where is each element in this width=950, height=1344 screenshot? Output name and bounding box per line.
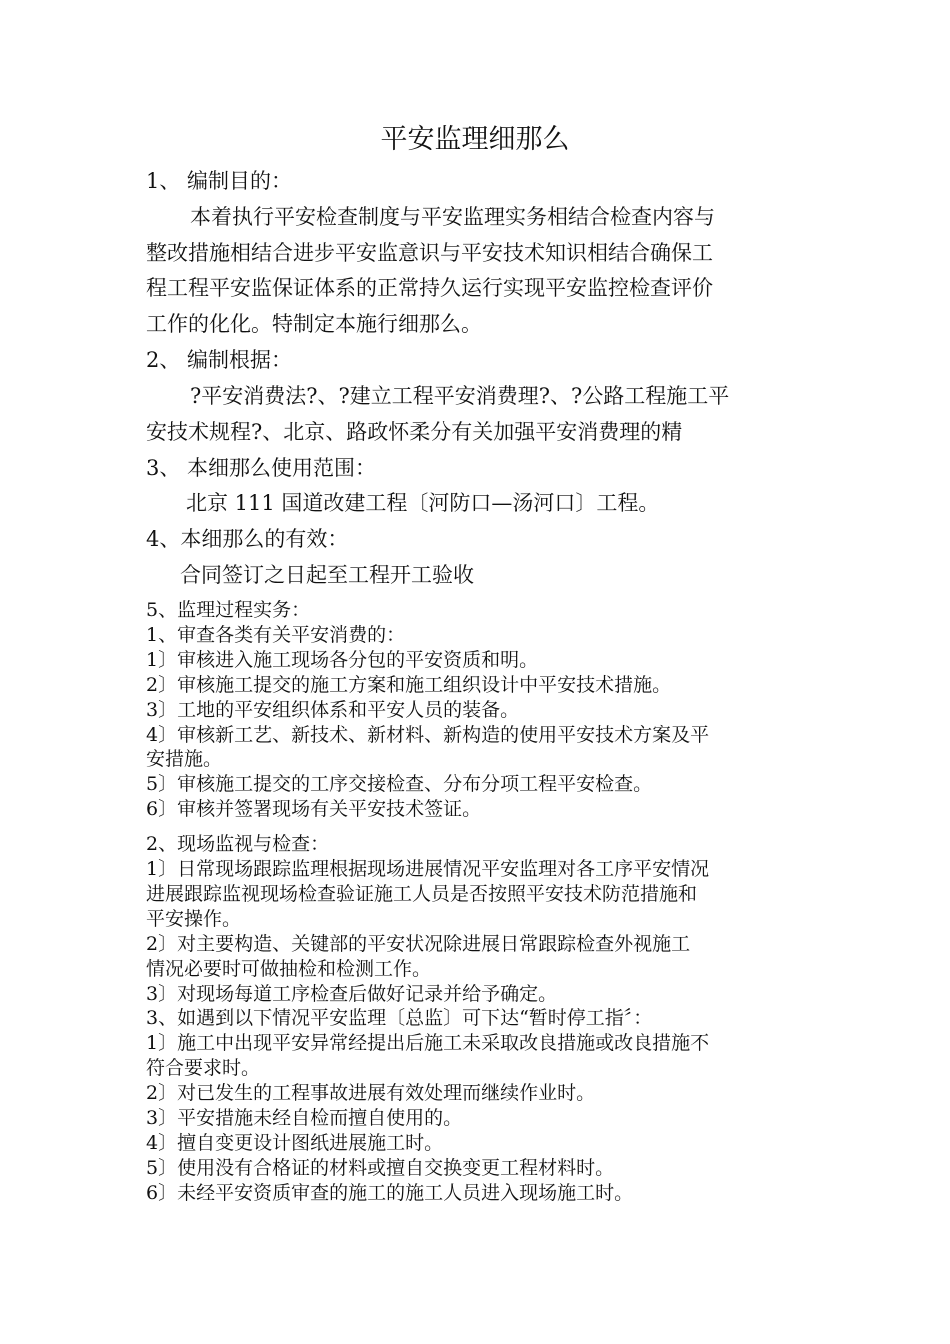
list-item: 6〕未经平安资质审查的施工的施工人员进入现场施工时。 [146,1182,634,1204]
list-item: 平安操作。 [146,908,242,930]
list-item: 5〕使用没有合格证的材料或擅自交换变更工程材料时。 [146,1157,615,1179]
list-item: 6〕审核并签署现场有关平安技术签证。 [146,798,482,820]
list-item: 2〕对已发生的工程事故进展有效处理而继续作业时。 [146,1082,596,1104]
paragraph-line: 整改措施相结合进步平安监意识与平安技术知识相结合确保工 [146,241,713,265]
paragraph-line: 本着执行平安检查制度与平安监理实务相结合检查内容与 [190,205,715,229]
section-heading-scope: 3、 本细那么使用范围： [146,456,377,480]
list-item: 4〕擅自变更设计图纸进展施工时。 [146,1132,444,1154]
list-item: 1〕施工中出现平安异常经提出后施工未采取改良措施或改良措施不 [146,1032,710,1054]
paragraph-line: 北京 111 国道改建工程〔河防口—汤河口〕工程。 [186,491,660,515]
list-item: 4〕审核新工艺、新技术、新材料、新构造的使用平安技术方案及平 [146,724,710,746]
list-item: 1〕审核进入施工现场各分包的平安资质和明。 [146,649,539,671]
list-item: 5〕审核施工提交的工序交接检查、分布分项工程平安检查。 [146,773,653,795]
paragraph-line: 工作的化化。特制定本施行细那么。 [146,312,482,336]
list-item: 符合要求时。 [146,1057,261,1079]
list-item: 2〕审核施工提交的施工方案和施工组织设计中平安技术措施。 [146,674,672,696]
list-item: 3〕平安措施未经自检而擅自使用的。 [146,1107,463,1129]
paragraph-line: 合同签订之日起至工程开工验收 [180,563,474,587]
section-heading-basis: 2、 编制根据： [146,348,293,372]
section-heading-purpose: 1、 编制目的： [146,169,293,193]
paragraph-line: ?平安消费法?、?建立工程平安消费理?、?公路工程施工平 [190,384,730,408]
list-item: 1〕日常现场跟踪监理根据现场进展情况平安监理对各工序平安情况 [146,858,710,880]
list-item: 3〕工地的平安组织体系和平安人员的装备。 [146,699,520,721]
list-item: 安措施。 [146,748,223,770]
subsection-heading-inspection: 2、现场监视与检查： [146,833,330,855]
subsection-heading-review: 1、审查各类有关平安消费的： [146,624,406,646]
list-item: 3〕对现场每道工序检查后做好记录并给予确定。 [146,983,558,1005]
paragraph-line: 程工程平安监保证体系的正常持久运行实现平安监控检查评价 [146,276,713,300]
section-heading-validity: 4、本细那么的有效： [146,527,349,551]
paragraph-line: 安技术规程?、北京、路政怀柔分有关加强平安消费理的精 [146,420,683,444]
document-title: 平安监理细那么 [380,124,570,155]
section-heading-practice: 5、监理过程实务： [146,599,311,621]
subsection-heading-stop-work: 3、如遇到以下情况平安监理〔总监〕可下达“暂时停工指〞： [146,1007,653,1029]
list-item: 2〕对主要构造、关键部的平安状况除进展日常跟踪检查外视施工 [146,933,691,955]
list-item: 进展跟踪监视现场检查验证施工人员是否按照平安技术防范措施和 [146,883,698,905]
list-item: 情况必要时可做抽检和检测工作。 [146,958,432,980]
